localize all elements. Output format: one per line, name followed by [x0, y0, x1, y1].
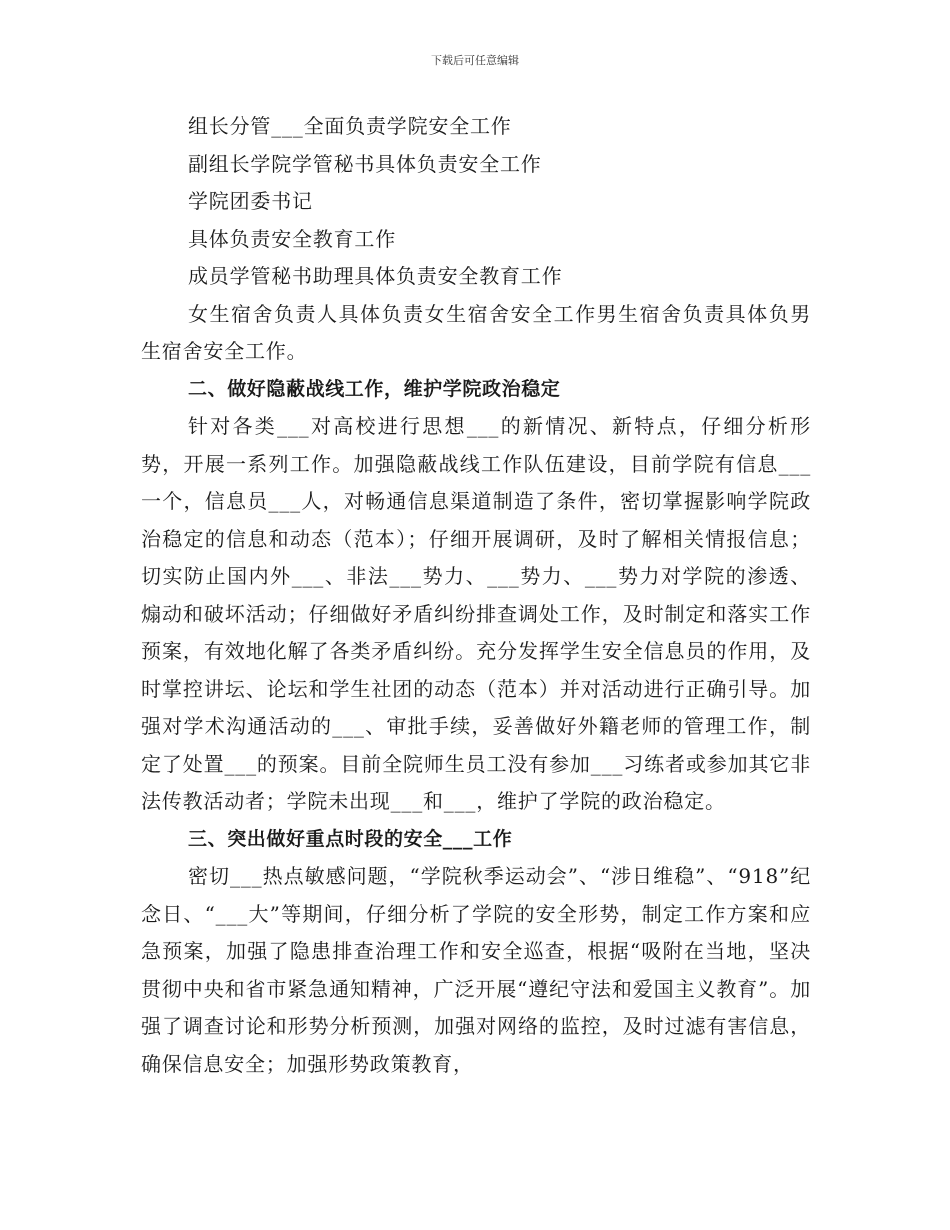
paragraph-league-secretary: 学院团委书记	[188, 189, 313, 213]
section-heading-2: 二、做好隐蔽战线工作，维护学院政治稳定	[188, 377, 561, 400]
page-header: 下载后可任意编辑	[431, 54, 519, 67]
paragraph-safety-education: 具体负责安全教育工作	[188, 226, 396, 251]
section-heading-3: 三、突出做好重点时段的安全___工作	[188, 827, 513, 850]
paragraph-section-3: 密切___热点敏感问题，“学院秋季运动会”、“涉日维稳”、“918”纪念日、“___大”等期间，仔细分析了学院的安全形势，制定工作方案和应急预案，加强了隐患排查治理工作和安全巡查，根据“吸附在当地，坚决贯彻中央和省市紧急通知精神，广泛开展“遵纪守法和爱国主义教育”。加强了调查讨论和形势分析预测，加强对网络的监控，及时过滤有害信息，确保信息安全；加强形势政策教育，	[141, 864, 811, 1076]
document-body	[141, 108, 811, 1083]
paragraph-deputy-leader: 副组长学院学管秘书具体负责安全工作	[188, 151, 542, 176]
paragraph-members: 成员学管秘书助理具体负责安全教育工作	[188, 264, 563, 288]
paragraph-section-2: 针对各类___对高校进行思想___的新情况、新特点，仔细分析形势，开展一系列工作。加强隐蔽战线工作队伍建设，目前学院有信息___一个，信息员___人，对畅通信息渠道制造了条件，密切掌握影响学院政治稳定的信息和动态（范本）；仔细开展调研，及时了解相关情报信息；切实防止国内外___、非法___势力、___势力、___势力对学院的渗透、煽动和破坏活动；仔细做好矛盾纠纷排查调处工作，及时制定和落实工作预案，有效地化解了各类矛盾纠纷。充分发挥学生安全信息员的作用，及时掌控讲坛、论坛和学生社团的动态（范本）并对活动进行正确引导。加强对学术沟通活动的___、审批手续，妥善做好外籍老师的管理工作，制定了处置___的预案。目前全院师生员工没有参加___习练者或参加其它非法传教活动者；学院未出现___和___，维护了学院的政治稳定。	[141, 414, 811, 813]
paragraph-group-leader: 组长分管___全面负责学院安全工作	[188, 114, 512, 138]
paragraph-dormitory: 女生宿舍负责人具体负责女生宿舍安全工作男生宿舍负责具体负男生宿舍安全工作。	[141, 301, 811, 363]
